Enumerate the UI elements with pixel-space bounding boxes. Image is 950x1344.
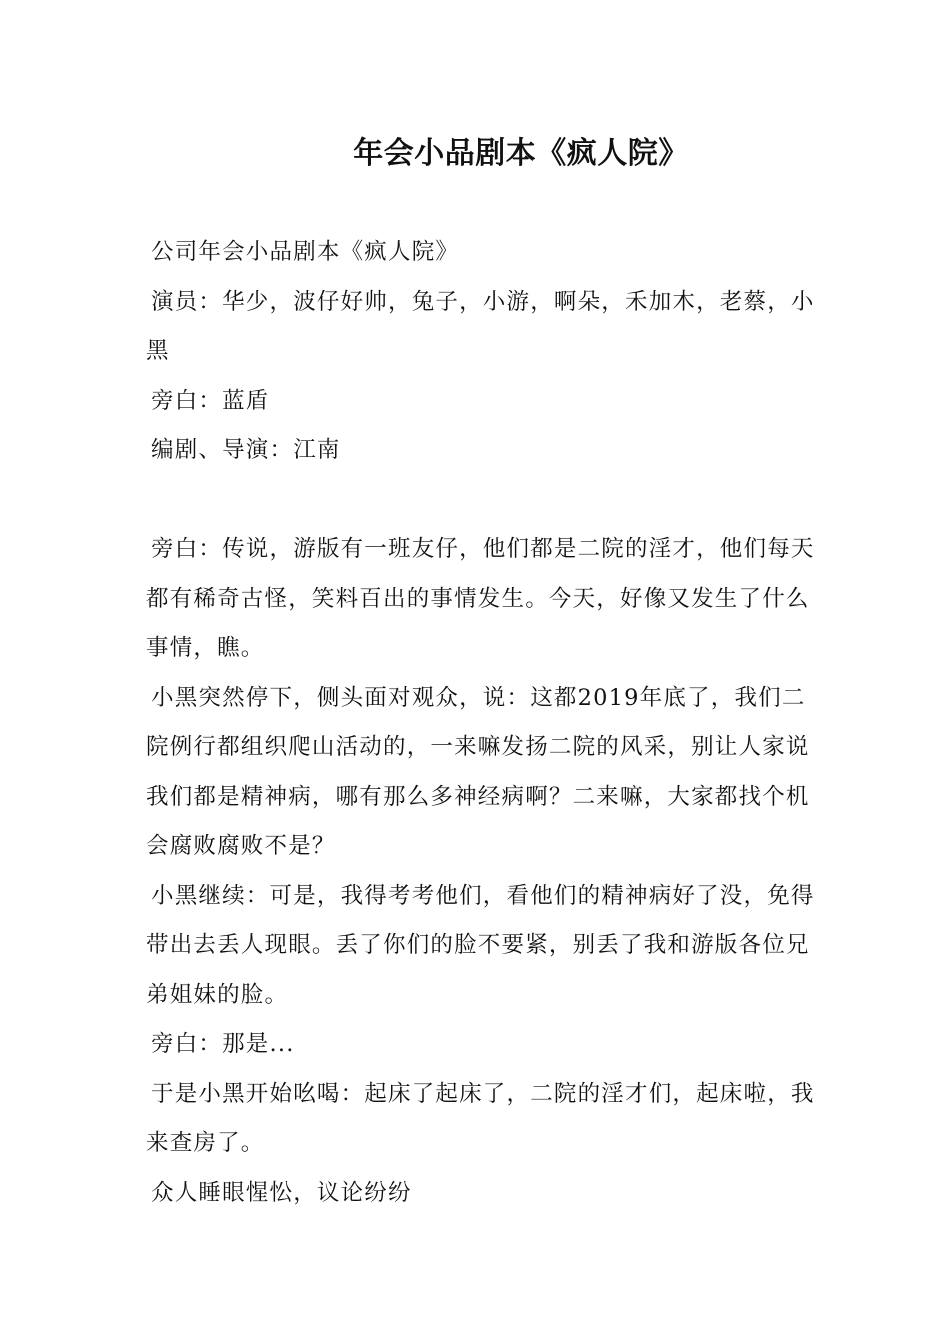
paragraph-narrator: 旁白：蓝盾: [151, 387, 270, 414]
paragraph-narrator-reply: 旁白：那是...: [151, 1031, 295, 1057]
paragraph-cast: 演员：华少，波仔好帅，兔子，小游，啊朵，禾加木，老蔡，小黑: [146, 288, 815, 364]
paragraph-crowd-reaction: 众人睡眼惺忪，议论纷纷: [151, 1179, 412, 1206]
paragraph-director: 编剧、导演：江南: [151, 437, 341, 463]
document-title: 年会小品剧本《疯人院》: [353, 136, 689, 171]
paragraph-xiaohei-speech: 小黑突然停下，侧头面对观众，说：这都2019年底了，我们二院例行都组织爬山活动的，一来嘛发扬二院的风采，别让人家说我们都是精神病，哪有那么多神经病啊？二来嘛，大家都找个机会腐败腐败不是？: [146, 684, 810, 859]
paragraph-subtitle: 公司年会小品剧本《疯人院》: [151, 239, 460, 265]
document-body: [146, 228, 826, 1218]
paragraph-wakeup-call: 于是小黑开始吆喝：起床了起床了，二院的淫才们，起床啦，我来查房了。: [146, 1080, 815, 1156]
blank-line: [146, 476, 826, 526]
paragraph-narration-intro: 旁白：传说，游版有一班友仔，他们都是二院的淫才，他们每天都有稀奇古怪，笑料百出的事情发生。今天，好像又发生了什么事情，瞧。: [146, 536, 815, 661]
paragraph-xiaohei-continue: 小黑继续：可是，我得考考他们，看他们的精神病好了没，免得带出去丢人现眼。丢了你们的脸不要紧，别丢了我和游版各位兄弟姐妹的脸。: [146, 882, 815, 1008]
